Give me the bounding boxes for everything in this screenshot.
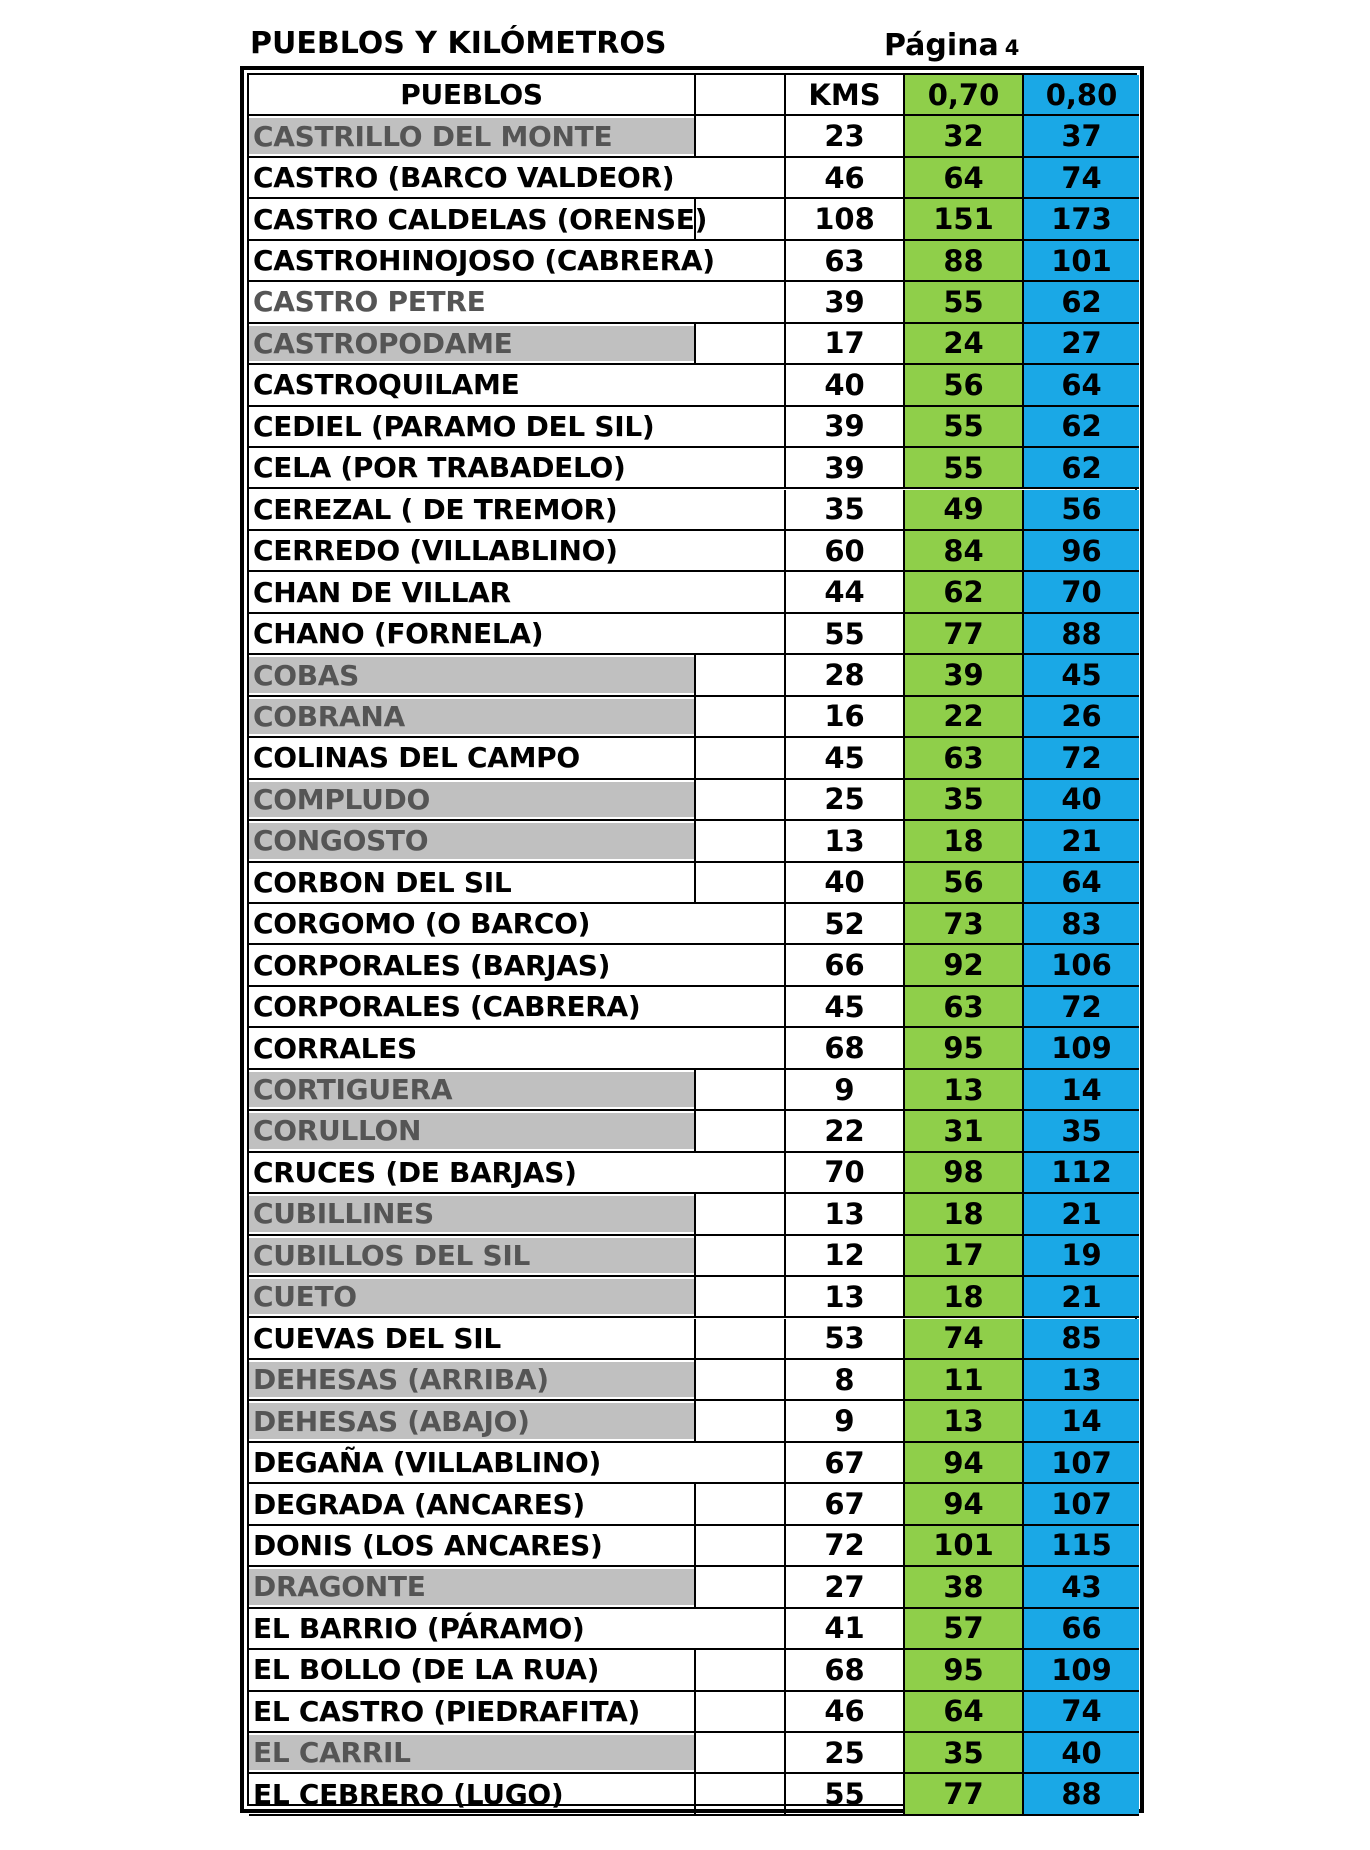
kms-cell: 45 [784, 987, 903, 1026]
town-name-cell [249, 531, 784, 570]
kms-cell: 68 [784, 1028, 903, 1067]
table-row [249, 1360, 1139, 1401]
table-row [249, 987, 1139, 1028]
table-row [249, 116, 1139, 157]
town-name: EL CARRIL [253, 1736, 411, 1770]
column-divider [694, 324, 696, 363]
column-header-rate-080: 0,80 [1022, 75, 1139, 114]
table-row [249, 1774, 1139, 1815]
column-divider [694, 1360, 696, 1399]
rate-070-cell: 17 [903, 1236, 1022, 1275]
town-name-cell [249, 158, 784, 197]
rate-080-cell: 109 [1022, 1650, 1139, 1689]
table-row [249, 1609, 1139, 1650]
town-name: DEHESAS (ARRIBA) [253, 1363, 549, 1397]
town-name-cell [249, 987, 784, 1026]
town-name: EL CEBRERO (LUGO) [253, 1777, 564, 1811]
rate-080-cell: 72 [1022, 987, 1139, 1026]
town-name: CHANO (FORNELA) [253, 617, 544, 651]
column-divider [694, 116, 696, 155]
rate-070-cell: 98 [903, 1153, 1022, 1192]
kms-cell: 46 [784, 158, 903, 197]
rate-070-cell: 95 [903, 1028, 1022, 1067]
town-name: CEDIEL (PARAMO DEL SIL) [253, 409, 655, 443]
table-row [249, 1319, 1139, 1360]
kms-cell: 16 [784, 697, 903, 736]
rate-070-cell: 84 [903, 531, 1022, 570]
rate-070-cell: 73 [903, 904, 1022, 943]
column-header-blank [694, 75, 784, 114]
table-row [249, 199, 1139, 240]
kms-cell: 8 [784, 1360, 903, 1399]
rate-080-cell: 85 [1022, 1319, 1139, 1358]
column-divider [694, 1401, 696, 1440]
kms-cell: 39 [784, 448, 903, 487]
town-name: CRUCES (DE BARJAS) [253, 1155, 577, 1189]
rate-080-cell: 40 [1022, 1733, 1139, 1772]
town-name-cell [249, 1028, 784, 1067]
kms-cell: 9 [784, 1401, 903, 1440]
column-divider [694, 1319, 696, 1358]
town-name: CERREDO (VILLABLINO) [253, 534, 618, 568]
town-name: CORPORALES (BARJAS) [253, 948, 611, 982]
kms-cell: 40 [784, 365, 903, 404]
kms-cell: 39 [784, 282, 903, 321]
town-name-cell [249, 821, 784, 860]
town-name-cell [249, 904, 784, 943]
rate-080-cell: 21 [1022, 1277, 1139, 1316]
rate-070-cell: 55 [903, 407, 1022, 446]
rate-080-cell: 66 [1022, 1609, 1139, 1648]
rate-070-cell: 95 [903, 1650, 1022, 1689]
town-name: CONGOSTO [253, 824, 429, 858]
town-name-cell [249, 324, 784, 363]
rate-070-cell: 77 [903, 1774, 1022, 1813]
rate-080-cell: 115 [1022, 1526, 1139, 1565]
town-name-cell [249, 945, 784, 984]
rate-070-cell: 88 [903, 241, 1022, 280]
town-name: CEREZAL ( DE TREMOR) [253, 492, 618, 526]
kms-cell: 66 [784, 945, 903, 984]
town-name: DEGRADA (ANCARES) [253, 1487, 585, 1521]
town-name-cell [249, 1070, 784, 1109]
column-divider [694, 1733, 696, 1772]
rate-070-cell: 39 [903, 655, 1022, 694]
rate-070-cell: 55 [903, 448, 1022, 487]
kms-cell: 52 [784, 904, 903, 943]
town-name: CORGOMO (O BARCO) [253, 907, 591, 941]
town-name: CORPORALES (CABRERA) [253, 990, 641, 1024]
table-row [249, 1236, 1139, 1277]
table-row [249, 1650, 1139, 1691]
town-name-cell [249, 614, 784, 653]
town-name: CASTROHINOJOSO (CABRERA) [253, 244, 715, 278]
rate-070-cell: 31 [903, 1111, 1022, 1150]
distance-table-body [247, 73, 1137, 1812]
rate-080-cell: 101 [1022, 241, 1139, 280]
town-name: CASTRO CALDELAS (ORENSE) [253, 202, 708, 236]
town-name-cell [249, 863, 784, 902]
kms-cell: 72 [784, 1526, 903, 1565]
town-name-cell [249, 572, 784, 611]
document-title: PUEBLOS Y KILÓMETROS [250, 26, 667, 61]
table-row [249, 1567, 1139, 1608]
table-row [249, 158, 1139, 199]
rate-070-cell: 35 [903, 1733, 1022, 1772]
rate-070-cell: 13 [903, 1401, 1022, 1440]
rate-070-cell: 94 [903, 1484, 1022, 1523]
table-row [249, 1443, 1139, 1484]
table-row [249, 863, 1139, 904]
rate-080-cell: 88 [1022, 614, 1139, 653]
table-row [249, 697, 1139, 738]
rate-080-cell: 14 [1022, 1401, 1139, 1440]
table-row [249, 1484, 1139, 1525]
kms-cell: 12 [784, 1236, 903, 1275]
kms-cell: 9 [784, 1070, 903, 1109]
table-row [249, 365, 1139, 406]
column-divider [694, 1567, 696, 1606]
rate-070-cell: 38 [903, 1567, 1022, 1606]
town-name-cell [249, 1733, 784, 1772]
table-row [249, 1692, 1139, 1733]
table-row [249, 1028, 1139, 1069]
town-name-cell [249, 1277, 784, 1316]
column-divider [694, 1692, 696, 1731]
rate-070-cell: 22 [903, 697, 1022, 736]
column-divider [694, 821, 696, 860]
column-divider [694, 1111, 696, 1150]
town-name-cell [249, 655, 784, 694]
town-name: EL CASTRO (PIEDRAFITA) [253, 1694, 640, 1728]
column-header-rate-070: 0,70 [903, 75, 1022, 114]
column-divider [694, 1277, 696, 1316]
town-name-cell [249, 1319, 784, 1358]
town-name-cell [249, 282, 784, 321]
rate-070-cell: 74 [903, 1319, 1022, 1358]
town-name-cell [249, 407, 784, 446]
column-divider [694, 780, 696, 819]
town-name: CELA (POR TRABADELO) [253, 451, 626, 485]
rate-070-cell: 18 [903, 821, 1022, 860]
table-row [249, 1153, 1139, 1194]
town-name-cell [249, 1692, 784, 1731]
town-name-cell [249, 1236, 784, 1275]
rate-080-cell: 74 [1022, 158, 1139, 197]
rate-080-cell: 37 [1022, 116, 1139, 155]
rate-080-cell: 56 [1022, 490, 1139, 529]
rate-070-cell: 18 [903, 1277, 1022, 1316]
rate-070-cell: 63 [903, 987, 1022, 1026]
rate-080-cell: 21 [1022, 821, 1139, 860]
rate-070-cell: 101 [903, 1526, 1022, 1565]
rate-070-cell: 151 [903, 199, 1022, 238]
page-indicator [884, 28, 1019, 63]
rate-070-cell: 11 [903, 1360, 1022, 1399]
kms-cell: 70 [784, 1153, 903, 1192]
rate-070-cell: 62 [903, 572, 1022, 611]
rate-080-cell: 27 [1022, 324, 1139, 363]
rate-080-cell: 107 [1022, 1443, 1139, 1482]
town-name-cell [249, 1443, 784, 1482]
column-divider [694, 1484, 696, 1523]
kms-cell: 60 [784, 531, 903, 570]
rate-070-cell: 55 [903, 282, 1022, 321]
rate-070-cell: 32 [903, 116, 1022, 155]
table-row [249, 1526, 1139, 1567]
rate-080-cell: 109 [1022, 1028, 1139, 1067]
kms-cell: 55 [784, 614, 903, 653]
kms-cell: 68 [784, 1650, 903, 1689]
town-name: COBAS [253, 658, 360, 692]
town-name-cell [249, 1609, 784, 1648]
town-name-cell [249, 1111, 784, 1150]
distance-table [240, 66, 1144, 1813]
table-row [249, 324, 1139, 365]
column-divider [694, 1650, 696, 1689]
rate-080-cell: 45 [1022, 655, 1139, 694]
town-name: CASTRILLO DEL MONTE [253, 119, 613, 153]
town-name: CHAN DE VILLAR [253, 575, 511, 609]
table-header-row [249, 75, 1139, 116]
town-name: DEGAÑA (VILLABLINO) [253, 1446, 602, 1480]
town-name: CORULLON [253, 1114, 422, 1148]
table-row [249, 572, 1139, 613]
kms-cell: 23 [784, 116, 903, 155]
town-name: CORRALES [253, 1031, 417, 1065]
town-name-cell [249, 1194, 784, 1233]
page-number: 4 [1004, 36, 1020, 60]
rate-070-cell: 64 [903, 158, 1022, 197]
rate-070-cell: 64 [903, 1692, 1022, 1731]
column-divider [694, 1526, 696, 1565]
table-row [249, 1277, 1139, 1318]
column-divider [694, 697, 696, 736]
town-name: DEHESAS (ABAJO) [253, 1404, 530, 1438]
column-divider [694, 1194, 696, 1233]
kms-cell: 27 [784, 1567, 903, 1606]
kms-cell: 13 [784, 821, 903, 860]
town-name: CUBILLINES [253, 1197, 434, 1231]
table-row [249, 531, 1139, 572]
rate-080-cell: 21 [1022, 1194, 1139, 1233]
town-name: EL BARRIO (PÁRAMO) [253, 1611, 585, 1645]
rate-080-cell: 14 [1022, 1070, 1139, 1109]
column-divider [694, 1070, 696, 1109]
town-name: CASTRO PETRE [253, 285, 486, 319]
rate-080-cell: 19 [1022, 1236, 1139, 1275]
rate-080-cell: 112 [1022, 1153, 1139, 1192]
table-row [249, 821, 1139, 862]
rate-070-cell: 56 [903, 863, 1022, 902]
rate-070-cell: 18 [903, 1194, 1022, 1233]
town-name: CASTRO (BARCO VALDEOR) [253, 161, 675, 195]
table-row [249, 738, 1139, 779]
column-divider [694, 1236, 696, 1275]
town-name-cell [249, 448, 784, 487]
rate-080-cell: 88 [1022, 1774, 1139, 1813]
table-row [249, 945, 1139, 986]
town-name-cell [249, 365, 784, 404]
kms-cell: 22 [784, 1111, 903, 1150]
rate-080-cell: 96 [1022, 531, 1139, 570]
column-divider [694, 863, 696, 902]
kms-cell: 63 [784, 241, 903, 280]
kms-cell: 35 [784, 490, 903, 529]
rate-070-cell: 94 [903, 1443, 1022, 1482]
kms-cell: 46 [784, 1692, 903, 1731]
rate-080-cell: 173 [1022, 199, 1139, 238]
rate-070-cell: 56 [903, 365, 1022, 404]
rate-070-cell: 77 [903, 614, 1022, 653]
rate-080-cell: 83 [1022, 904, 1139, 943]
kms-cell: 55 [784, 1774, 903, 1813]
rate-080-cell: 74 [1022, 1692, 1139, 1731]
town-name-cell [249, 116, 784, 155]
rate-080-cell: 40 [1022, 780, 1139, 819]
kms-cell: 67 [784, 1484, 903, 1523]
kms-cell: 17 [784, 324, 903, 363]
rate-080-cell: 64 [1022, 365, 1139, 404]
rate-070-cell: 63 [903, 738, 1022, 777]
rate-080-cell: 43 [1022, 1567, 1139, 1606]
kms-cell: 25 [784, 1733, 903, 1772]
town-name-cell [249, 241, 784, 280]
rate-080-cell: 62 [1022, 448, 1139, 487]
rate-080-cell: 106 [1022, 945, 1139, 984]
kms-cell: 39 [784, 407, 903, 446]
rate-080-cell: 107 [1022, 1484, 1139, 1523]
town-name-cell [249, 738, 784, 777]
town-name: EL BOLLO (DE LA RUA) [253, 1653, 600, 1687]
table-row [249, 1194, 1139, 1235]
column-divider [694, 655, 696, 694]
column-header-kms: KMS [784, 75, 903, 114]
rate-070-cell: 92 [903, 945, 1022, 984]
table-row [249, 407, 1139, 448]
table-row [249, 1733, 1139, 1774]
rate-080-cell: 62 [1022, 407, 1139, 446]
kms-cell: 44 [784, 572, 903, 611]
table-row [249, 1070, 1139, 1111]
town-name-cell [249, 490, 784, 529]
town-name-cell [249, 1401, 784, 1440]
rate-080-cell: 70 [1022, 572, 1139, 611]
rate-070-cell: 35 [903, 780, 1022, 819]
town-name-cell [249, 697, 784, 736]
table-row [249, 1401, 1139, 1442]
kms-cell: 13 [784, 1194, 903, 1233]
town-name-cell [249, 1567, 784, 1606]
rate-080-cell: 62 [1022, 282, 1139, 321]
town-name: DRAGONTE [253, 1570, 426, 1604]
town-name: CUEVAS DEL SIL [253, 1321, 501, 1355]
town-name: COLINAS DEL CAMPO [253, 741, 580, 775]
town-name-cell [249, 199, 784, 238]
table-row [249, 780, 1139, 821]
kms-cell: 40 [784, 863, 903, 902]
town-name: CUBILLOS DEL SIL [253, 1238, 531, 1272]
table-row [249, 655, 1139, 696]
town-name: COBRANA [253, 699, 405, 733]
kms-cell: 67 [784, 1443, 903, 1482]
town-name: CASTROPODAME [253, 326, 513, 360]
rate-080-cell: 72 [1022, 738, 1139, 777]
town-name-cell [249, 1360, 784, 1399]
rate-080-cell: 64 [1022, 863, 1139, 902]
table-row [249, 490, 1139, 531]
table-row [249, 1111, 1139, 1152]
kms-cell: 53 [784, 1319, 903, 1358]
table-row [249, 614, 1139, 655]
kms-cell: 108 [784, 199, 903, 238]
rate-080-cell: 26 [1022, 697, 1139, 736]
table-row [249, 282, 1139, 323]
rate-080-cell: 13 [1022, 1360, 1139, 1399]
column-divider [694, 738, 696, 777]
kms-cell: 25 [784, 780, 903, 819]
town-name: CORTIGUERA [253, 1073, 453, 1107]
town-name-cell [249, 1650, 784, 1689]
column-header-pueblos: PUEBLOS [400, 78, 543, 112]
rate-070-cell: 49 [903, 490, 1022, 529]
town-name: CASTROQUILAME [253, 368, 520, 402]
table-row [249, 448, 1139, 489]
town-name: CORBON DEL SIL [253, 865, 512, 899]
town-name-cell [249, 1774, 784, 1813]
kms-cell: 13 [784, 1277, 903, 1316]
rate-070-cell: 57 [903, 1609, 1022, 1648]
town-name-cell [249, 1484, 784, 1523]
kms-cell: 41 [784, 1609, 903, 1648]
town-name: DONIS (LOS ANCARES) [253, 1528, 603, 1562]
table-row [249, 241, 1139, 282]
town-name-cell [249, 1153, 784, 1192]
town-name-cell [249, 1526, 784, 1565]
table-row [249, 904, 1139, 945]
rate-070-cell: 24 [903, 324, 1022, 363]
town-name-cell [249, 780, 784, 819]
kms-cell: 28 [784, 655, 903, 694]
column-divider [694, 1774, 696, 1813]
kms-cell: 45 [784, 738, 903, 777]
town-name: CUETO [253, 1280, 357, 1314]
page-label: Página [884, 28, 999, 63]
rate-080-cell: 35 [1022, 1111, 1139, 1150]
town-name: COMPLUDO [253, 782, 430, 816]
rate-070-cell: 13 [903, 1070, 1022, 1109]
